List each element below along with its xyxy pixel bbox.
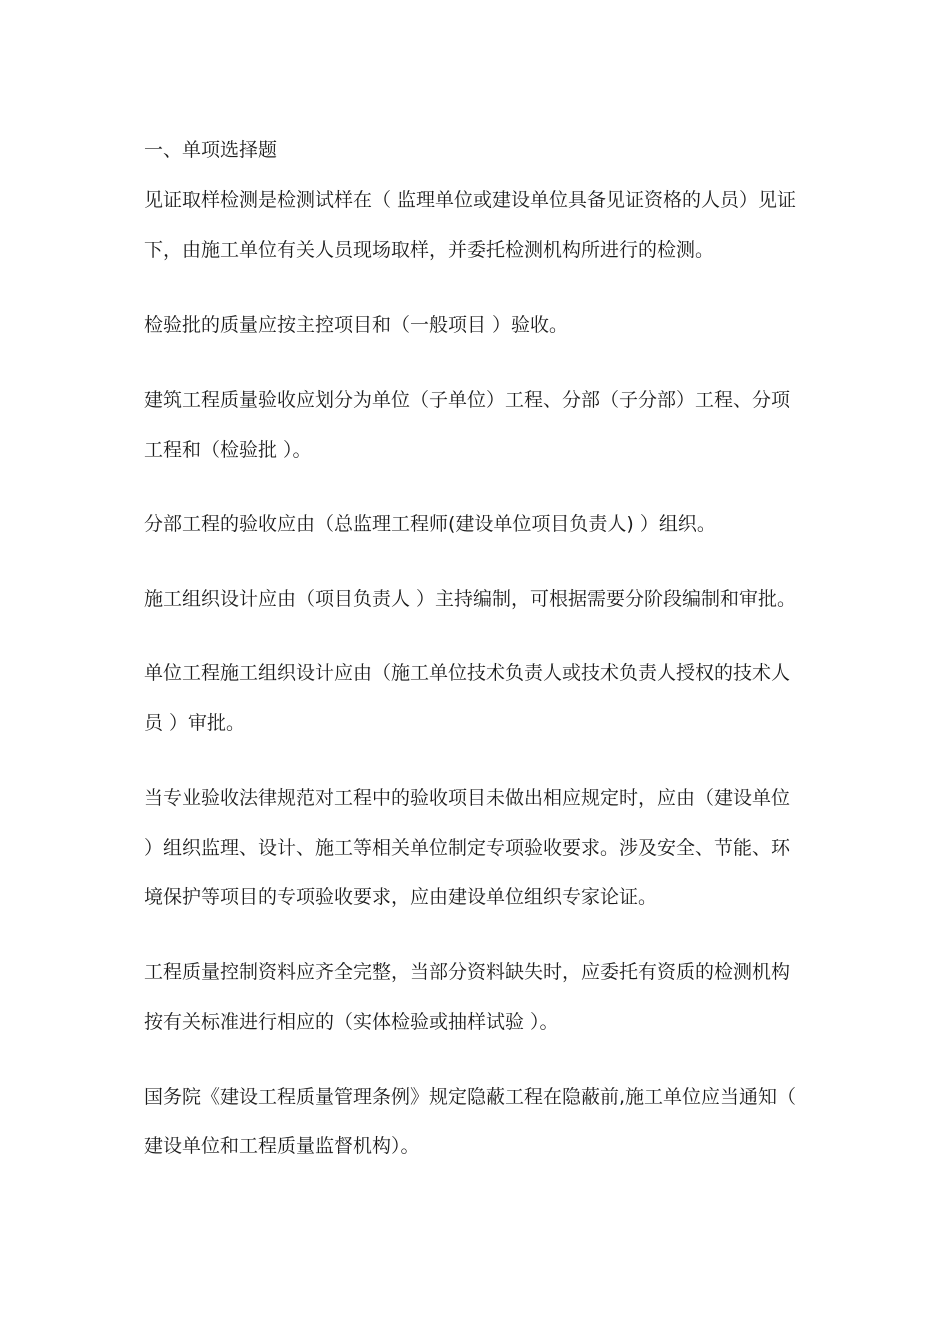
paragraph-3-line-2: 工程和（检验批 ）。 [144,439,312,461]
paragraph-9-line-1: 国务院《建设工程质量管理条例》规定隐蔽工程在隐蔽前,施工单位应当通知（ [144,1086,797,1108]
paragraph-8-line-2: 按有关标准进行相应的（实体检验或抽样试验 ）。 [144,1011,559,1033]
paragraph-6-line-2: 员 ）审批。 [144,712,246,734]
paragraph-1-line-2: 下，由施工单位有关人员现场取样，并委托检测机构所进行的检测。 [144,239,715,261]
paragraph-9-line-2: 建设单位和工程质量监督机构）。 [144,1135,420,1157]
paragraph-2-line-1: 检验批的质量应按主控项目和（一般项目 ）验收。 [144,314,569,336]
paragraph-4-line-1: 分部工程的验收应由（总监理工程师(建设单位项目负责人) ）组织。 [144,513,716,535]
paragraph-7-line-3: 境保护等项目的专项验收要求，应由建设单位组织专家论证。 [144,886,658,908]
paragraph-5-line-1: 施工组织设计应由（项目负责人 ）主持编制，可根据需要分阶段编制和审批。 [144,588,797,610]
paragraph-7-line-1: 当专业验收法律规范对工程中的验收项目未做出相应规定时，应由（建设单位 [144,787,791,809]
paragraph-3-line-1: 建筑工程质量验收应划分为单位（子单位）工程、分部（子分部）工程、分项 [144,389,791,411]
section-heading: 一、单项选择题 [144,139,278,161]
paragraph-6-line-1: 单位工程施工组织设计应由（施工单位技术负责人或技术负责人授权的技术人 [144,662,791,684]
paragraph-7-line-2: ）组织监理、设计、施工等相关单位制定专项验收要求。涉及安全、节能、环 [144,837,791,859]
paragraph-8-line-1: 工程质量控制资料应齐全完整，当部分资料缺失时，应委托有资质的检测机构 [144,961,791,983]
paragraph-1-line-1: 见证取样检测是检测试样在（ 监理单位或建设单位具备见证资格的人员）见证 [144,189,797,211]
